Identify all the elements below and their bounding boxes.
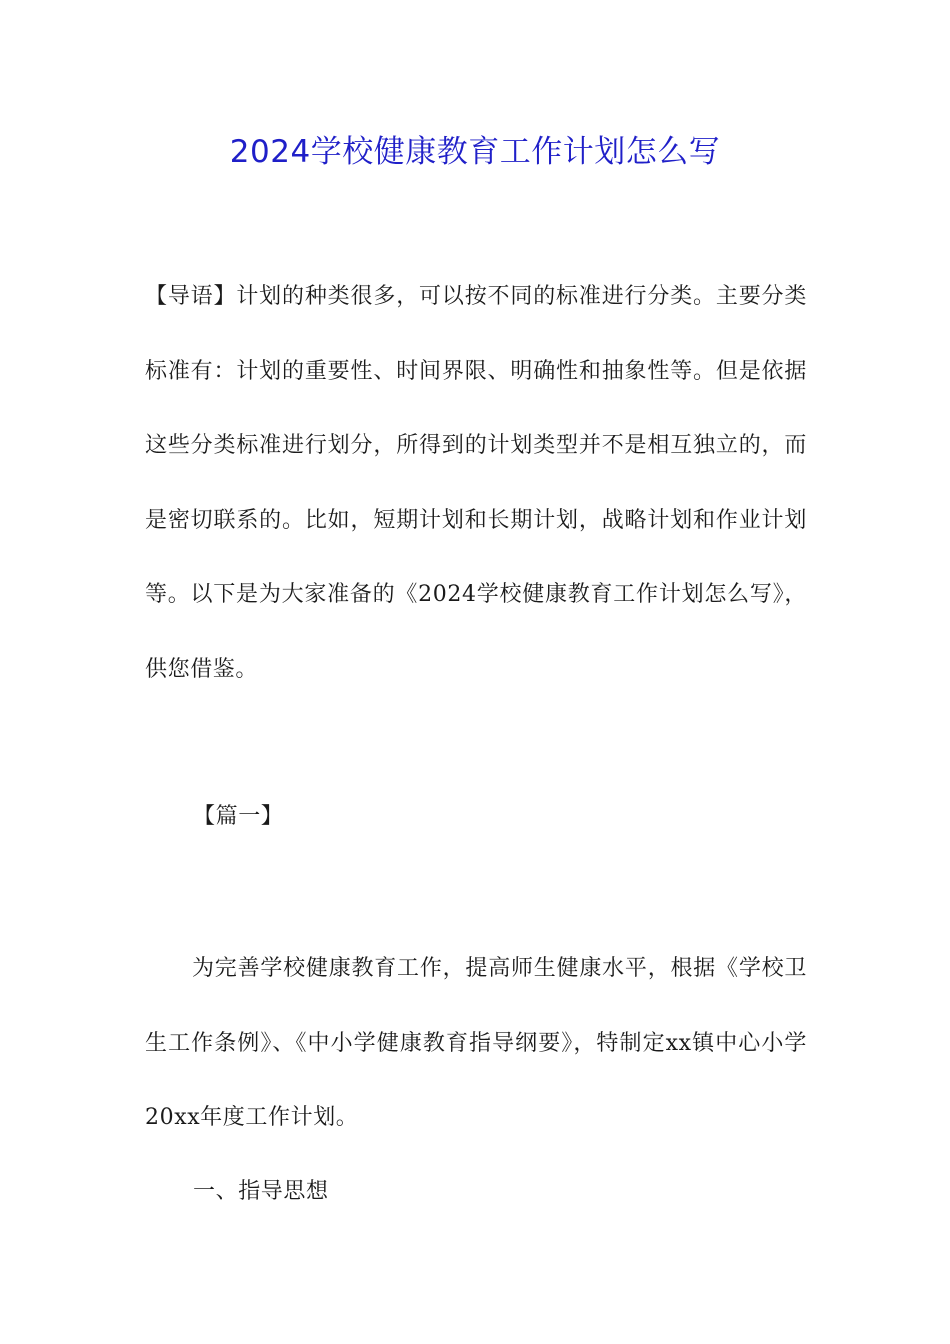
section-heading-guiding-ideology: 一、指导思想 — [193, 1179, 329, 1204]
body-paragraph: 为完善学校健康教育工作，提高师生健康水平，根据《学校卫生工作条例》、《中小学健康教育指导纲要》，特制定xx镇中心小学20xx年度工作计划。 — [145, 956, 807, 1130]
intro-paragraph: 【导语】计划的种类很多，可以按不同的标准进行分类。主要分类标准有：计划的重要性、时间界限、明确性和抽象性等。但是依据这些分类标准进行划分，所得到的计划类型并不是相互独立的，而是密切联系的。比如，短期计划和长期计划，战略计划和作业计划等。以下是为大家准备的《2024学校健康教育工作计划怎么写》，供您借鉴。 — [145, 284, 807, 682]
document-title: 2024学校健康教育工作计划怎么写 — [229, 134, 721, 170]
section-marker: 【篇一】 — [193, 804, 284, 829]
